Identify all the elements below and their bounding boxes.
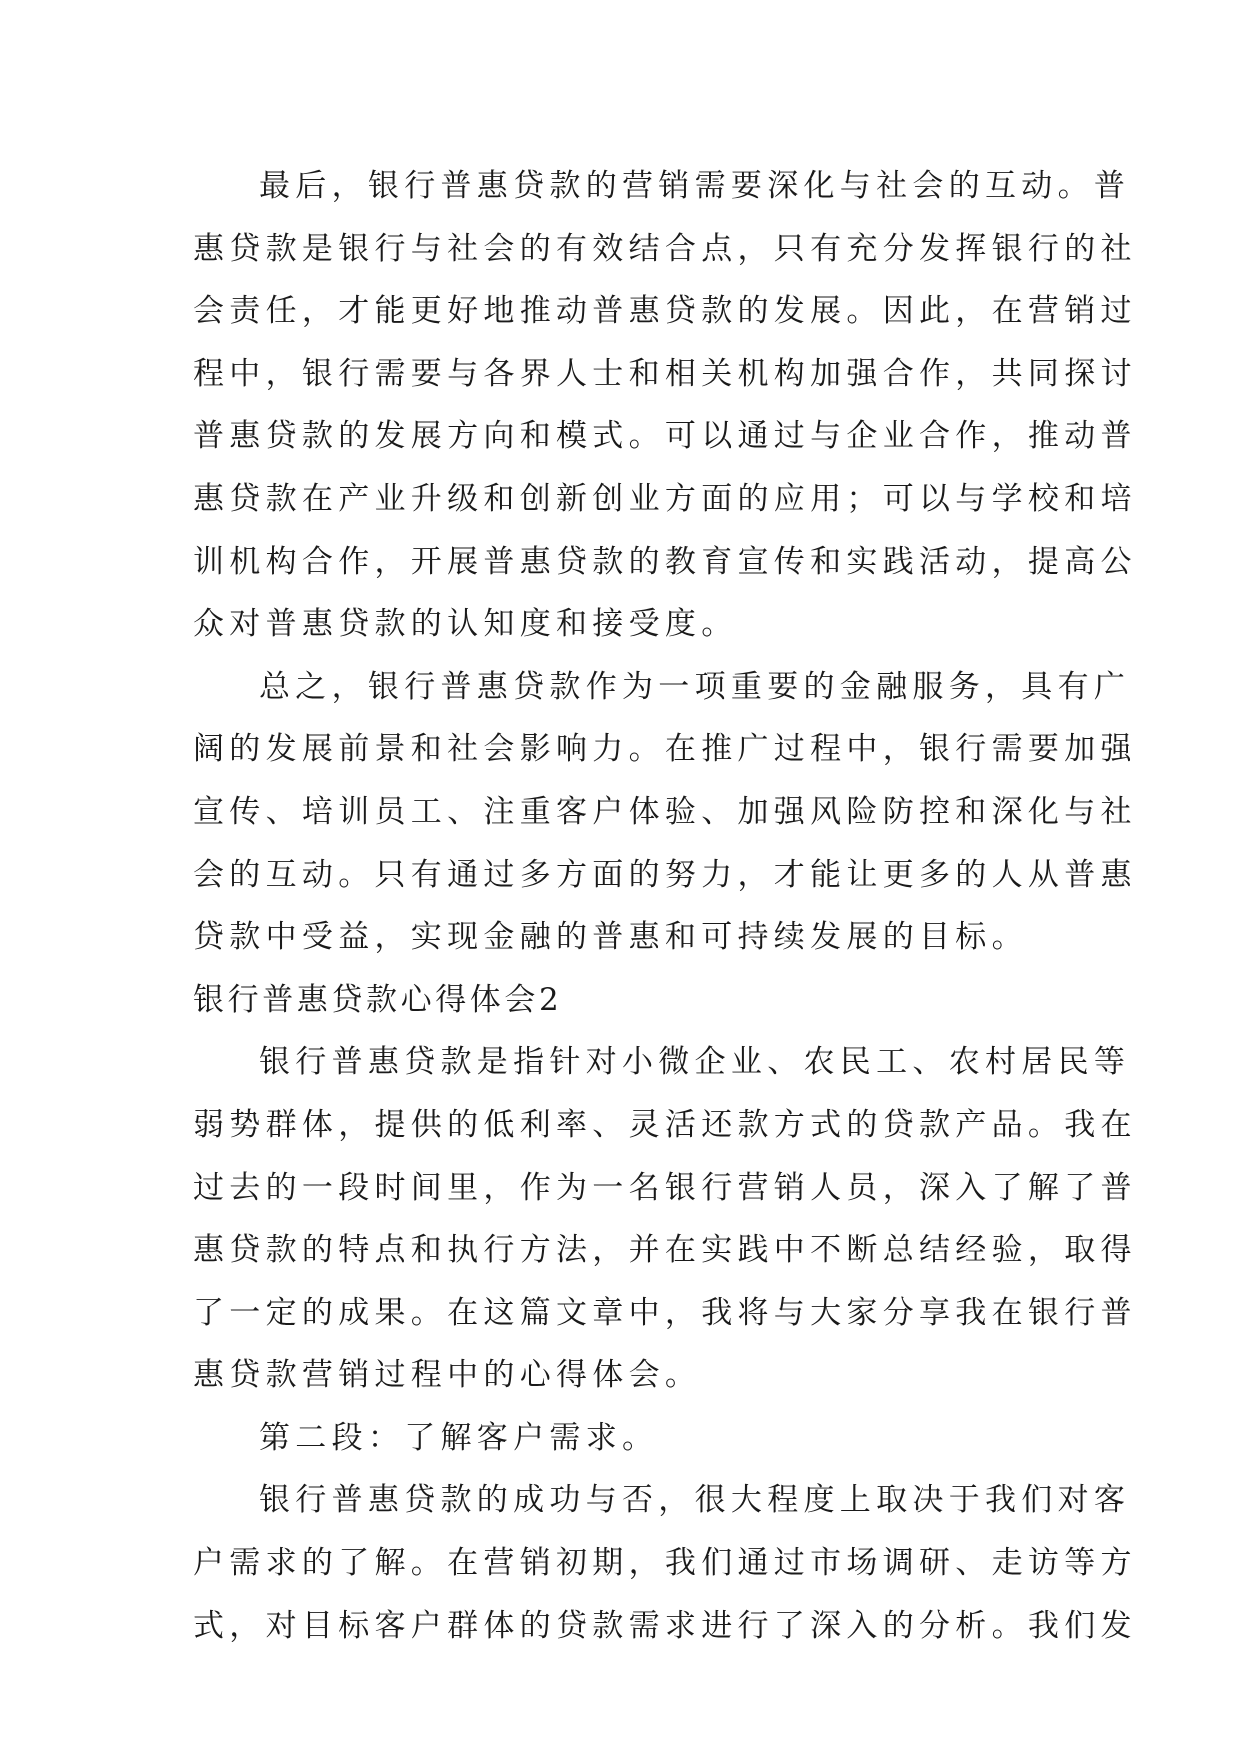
document-body [193, 155, 1137, 1657]
text-line: 最后，银行普惠贷款的营销需要深化与社会的互动。普 [259, 168, 1131, 204]
text-line: 程中，银行需要与各界人士和相关机构加强合作，共同探讨 [193, 355, 1137, 392]
text-line: 训机构合作，开展普惠贷款的教育宣传和实践活动，提高公 [193, 543, 1137, 580]
text-line: 惠贷款营销过程中的心得体会。 [193, 1357, 702, 1394]
text-line: 惠贷款是银行与社会的有效结合点，只有充分发挥银行的社 [193, 230, 1137, 267]
text-line: 普惠贷款的发展方向和模式。可以通过与企业合作，推动普 [193, 418, 1137, 455]
text-line: 惠贷款在产业升级和创新创业方面的应用；可以与学校和培 [193, 480, 1137, 517]
text-line: 贷款中受益，实现金融的普惠和可持续发展的目标。 [193, 919, 1028, 956]
text-line: 阔的发展前景和社会影响力。在推广过程中，银行需要加强 [193, 731, 1137, 768]
text-line: 惠贷款的特点和执行方法，并在实践中不断总结经验，取得 [193, 1232, 1137, 1269]
text-line: 众对普惠贷款的认知度和接受度。 [193, 606, 738, 643]
text-line: 弱势群体，提供的低利率、灵活还款方式的贷款产品。我在 [193, 1106, 1137, 1143]
text-line: 银行普惠贷款是指针对小微企业、农民工、农村居民等 [259, 1044, 1131, 1081]
text-line: 过去的一段时间里，作为一名银行营销人员，深入了解了普 [193, 1169, 1137, 1206]
text-line: 式，对目标客户群体的贷款需求进行了深入的分析。我们发 [193, 1607, 1137, 1644]
text-line: 宣传、培训员工、注重客户体验、加强风险防控和深化与社 [193, 793, 1137, 830]
text-line: 第二段：了解客户需求。 [259, 1419, 659, 1456]
text-line: 了一定的成果。在这篇文章中，我将与大家分享我在银行普 [193, 1294, 1137, 1331]
text-line: 会责任，才能更好地推动普惠贷款的发展。因此，在营销过 [193, 293, 1137, 330]
text-line: 总之，银行普惠贷款作为一项重要的金融服务，具有广 [259, 668, 1131, 705]
text-line: 银行普惠贷款的成功与否，很大程度上取决于我们对客 [259, 1482, 1131, 1519]
section-heading: 银行普惠贷款心得体会2 [193, 981, 563, 1018]
text-line: 会的互动。只有通过多方面的努力，才能让更多的人从普惠 [193, 856, 1137, 893]
text-line: 户需求的了解。在营销初期，我们通过市场调研、走访等方 [193, 1545, 1137, 1582]
